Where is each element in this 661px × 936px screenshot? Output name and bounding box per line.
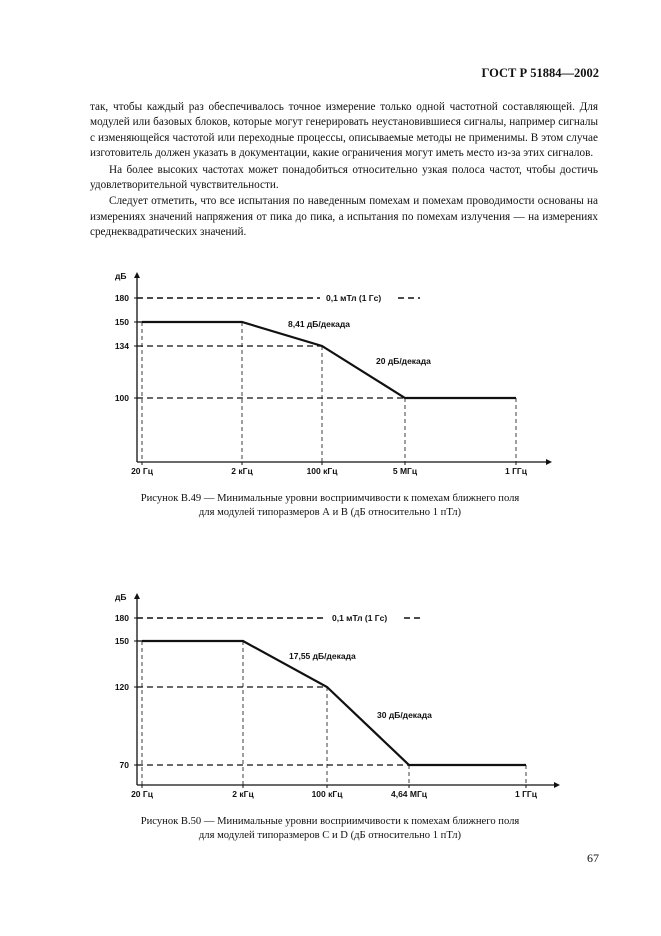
- x-tick-label: 100 кГц: [311, 789, 343, 799]
- slope-annotation: 17,55 дБ/декада: [289, 651, 356, 661]
- slope-annotation: 30 дБ/декада: [377, 710, 432, 720]
- x-tick-label: 1 ГГц: [505, 466, 527, 476]
- paragraph-2: На более высоких частотах может понадобиться относительно узкая полоса частот, чтобы достичь удовлетворительной чувствительности.: [90, 163, 598, 192]
- limit-curve: [142, 322, 516, 398]
- x-axis-arrow: [546, 459, 552, 465]
- x-tick-label: 100 кГц: [306, 466, 338, 476]
- reference-line-label: 0,1 мТл (1 Гс): [332, 613, 388, 623]
- figure-b49-chart: [0, 260, 661, 480]
- paragraph-3: Следует отметить, что все испытания по наведенным помехам и помехам проводимости основаны на измерениях значений напряжения от пика до пика, а испытания по помехам излучения — на измерениях среднеквадратических значений.: [90, 195, 598, 239]
- document-header: ГОСТ Р 51884—2002: [481, 66, 599, 80]
- x-tick-label: 1 ГГц: [515, 789, 537, 799]
- figure-b50-caption-line1: Рисунок В.50 — Минимальные уровни восприимчивости к помехам ближнего поля: [140, 816, 520, 827]
- page-number: 67: [587, 851, 599, 865]
- x-axis-arrow: [554, 782, 560, 788]
- paragraph-1: так, чтобы каждый раз обеспечивалось точное измерение только одной частотной составляющей. Для модулей или базовых блоков, которые могут генерировать неустановившиеся сигналы, например сигналы с изменяющейся частотой или переходные процессы, описываемые методы не применимы. В этом случае изготовитель должен указать в документации, какие ограничения могут иметь место из-за этих сигналов.: [90, 101, 598, 160]
- x-tick-label: 2 кГц: [231, 466, 253, 476]
- figure-b50-caption: [100, 815, 560, 843]
- y-tick-label: 180: [114, 293, 129, 303]
- x-tick-label: 20 Гц: [131, 789, 153, 799]
- body-text: [90, 100, 598, 241]
- y-tick-label: 180: [114, 613, 129, 623]
- y-axis-arrow: [134, 593, 140, 599]
- y-tick-label: 120: [114, 682, 129, 692]
- figure-b50-caption-line2: для модулей типоразмеров С и D (дБ относительно 1 пТл): [198, 830, 462, 841]
- x-tick-label: 2 кГц: [232, 789, 254, 799]
- figure-b50-chart: [0, 583, 661, 803]
- y-tick-label: 100: [114, 393, 129, 403]
- y-axis-arrow: [134, 272, 140, 278]
- x-tick-label: 20 Гц: [131, 466, 153, 476]
- y-tick-label: 150: [114, 636, 129, 646]
- slope-annotation: 20 дБ/декада: [376, 356, 431, 366]
- figure-b49-caption-line2: для модулей типоразмеров А и В (дБ относительно 1 пТл): [198, 507, 462, 518]
- figure-b49-caption: [100, 492, 560, 520]
- x-tick-label: 4,64 МГц: [390, 789, 428, 799]
- y-tick-label: 70: [119, 760, 129, 770]
- y-axis-label: дБ: [115, 271, 127, 281]
- y-tick-label: 134: [114, 341, 129, 351]
- x-tick-label: 5 МГц: [392, 466, 418, 476]
- slope-annotation: 8,41 дБ/декада: [288, 319, 350, 329]
- y-tick-label: 150: [114, 317, 129, 327]
- figure-b49-caption-line1: Рисунок В.49 — Минимальные уровни восприимчивости к помехам ближнего поля: [140, 493, 520, 504]
- reference-line-label: 0,1 мТл (1 Гс): [326, 293, 382, 303]
- y-axis-label: дБ: [115, 592, 127, 602]
